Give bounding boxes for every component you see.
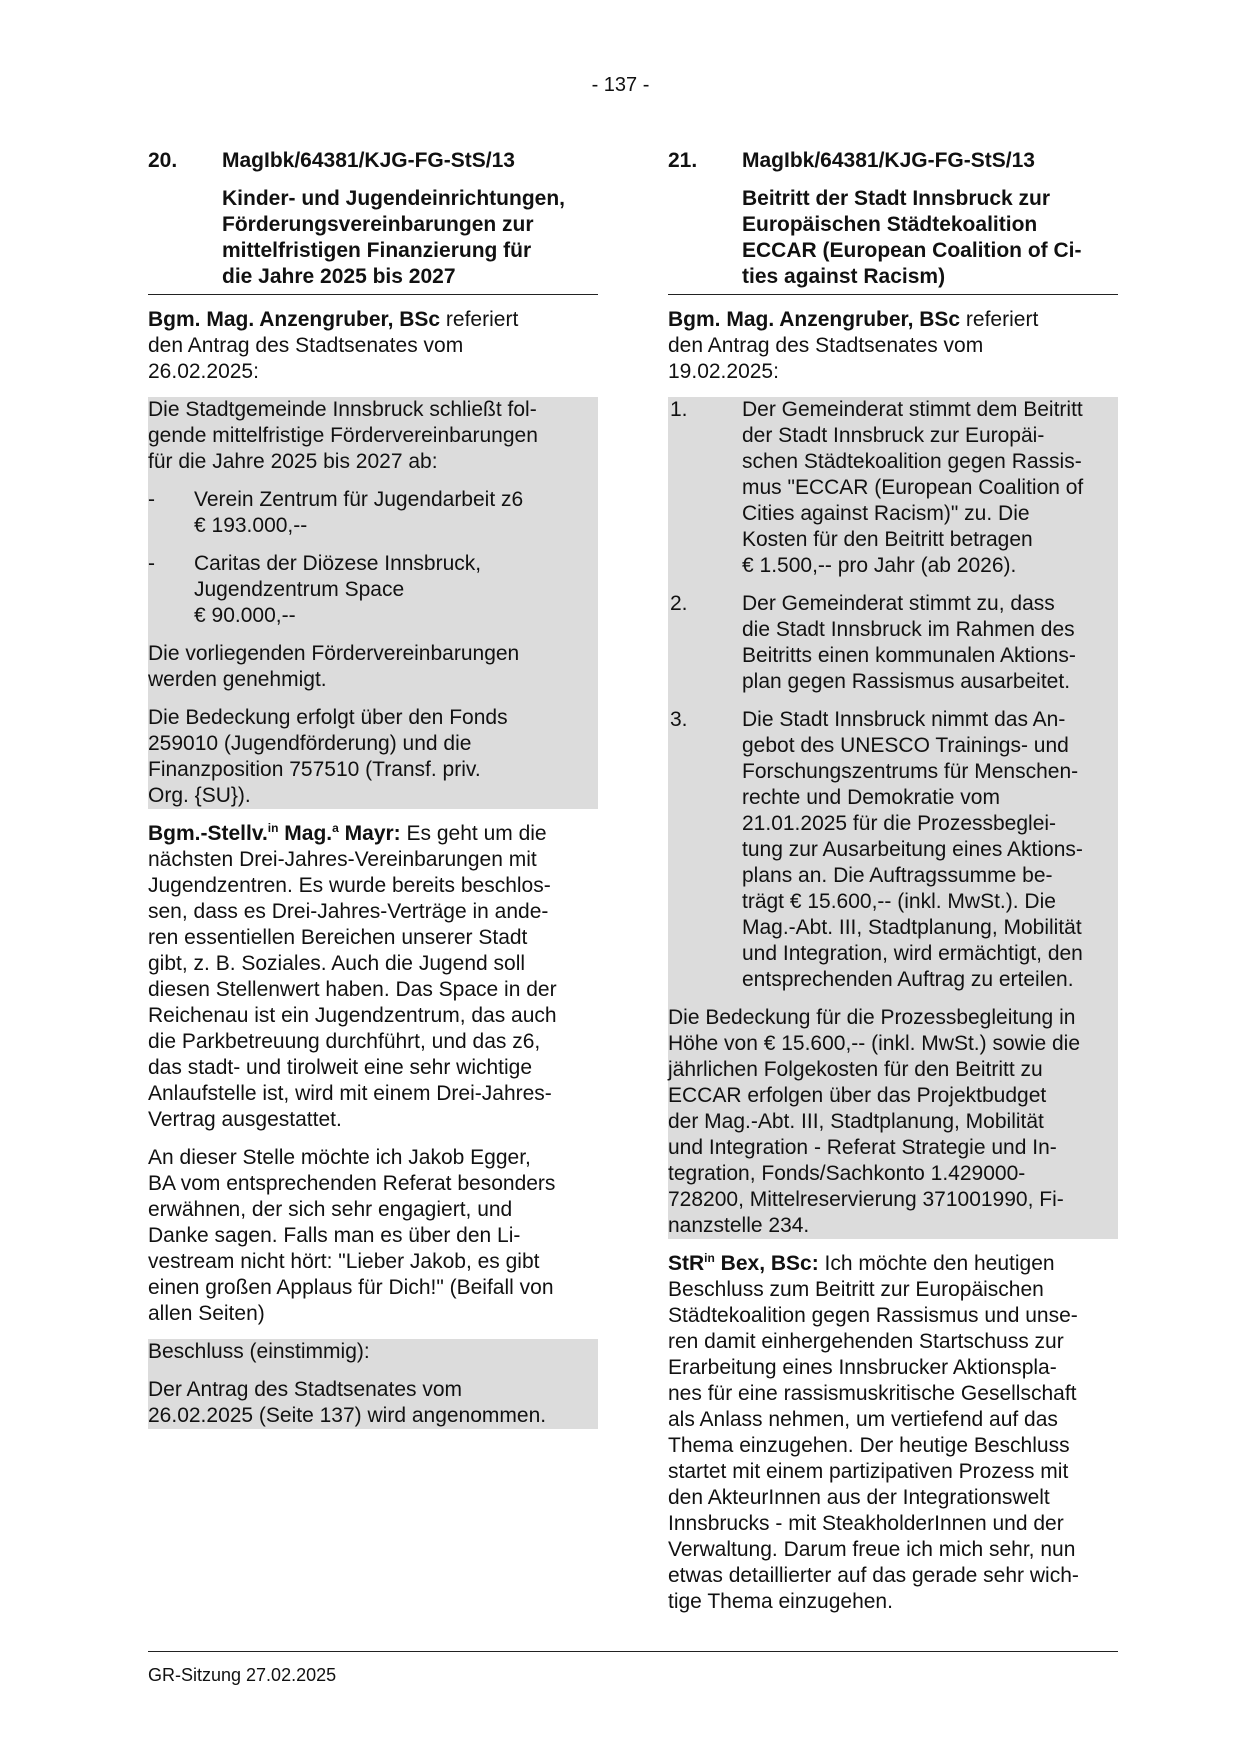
speech-line: Reichenau ist ein Jugendzentrum, das auch: [148, 1004, 557, 1027]
item-reference: MagIbk/64381/KJG-FG-StS/13: [222, 149, 515, 172]
speech-speaker: Bgm.-Stellv.$^{in}$ Mag.$^a$ Mayr:: [148, 821, 401, 845]
intro: [668, 307, 1118, 385]
speech-line: gibt, z. B. Soziales. Auch die Jugend soll: [148, 952, 526, 975]
speech-mayr: [148, 821, 598, 1327]
numbered-point: [668, 397, 1118, 579]
funding-line: der Mag.-Abt. III, Stadtplanung, Mobilität: [668, 1110, 1044, 1133]
agenda-item-21: [668, 148, 1118, 1615]
title-line: ECCAR (European Coalition of Ci-: [742, 239, 1082, 262]
intro-line: 19.02.2025:: [668, 360, 779, 383]
speech-line: allen Seiten): [148, 1302, 265, 1325]
item-header: [148, 148, 598, 174]
decision-line: Der Antrag des Stadtsenates vom: [148, 1378, 463, 1401]
speech-line: das stadt- und tirolweit eine sehr wichtige: [148, 1056, 533, 1079]
speech-line: sen, dass es Drei-Jahres-Verträge in ande-: [148, 900, 549, 923]
speech-line: einen großen Applaus für Dich!" (Beifall von: [148, 1276, 554, 1299]
speech-line: startet mit einem partizipativen Prozess mit: [668, 1460, 1069, 1483]
point-line: die Stadt Innsbruck im Rahmen des: [742, 618, 1075, 641]
speech-line: nächsten Drei-Jahres-Vereinbarungen mit: [148, 848, 537, 871]
intro-line: 26.02.2025:: [148, 360, 259, 383]
speech-line: Innsbrucks - mit SteakholderInnen und der: [668, 1512, 1064, 1535]
point-line: und Integration, wird ermächtigt, den: [742, 942, 1083, 965]
point-line: mus "ECCAR (European Coalition of: [742, 476, 1084, 499]
point-line: Der Gemeinderat stimmt zu, dass: [742, 592, 1055, 615]
point-line: plans an. Die Auftragssumme be-: [742, 864, 1053, 887]
speech-bex: [668, 1251, 1118, 1615]
item-header: [668, 148, 1118, 174]
list-line: Verein Zentrum für Jugendarbeit z6: [194, 488, 524, 511]
point-line: Beitritts einen kommunalen Aktions-: [742, 644, 1076, 667]
list-marker: -: [148, 488, 155, 511]
point-line: der Stadt Innsbruck zur Europäi-: [742, 424, 1045, 447]
speech-line: etwas detaillierter auf das gerade sehr wich-: [668, 1564, 1079, 1587]
item-number: 20.: [148, 149, 178, 172]
speech-line: ren damit einhergehenden Startschuss zur: [668, 1330, 1064, 1353]
speech-line: vestream nicht hört: "Lieber Jakob, es gibt: [148, 1250, 540, 1273]
item-title: [742, 186, 1118, 294]
speech-line: Vertrag ausgestattet.: [148, 1108, 342, 1131]
decision-label: Beschluss (einstimmig):: [148, 1340, 370, 1363]
title-line: ties against Racism): [742, 265, 946, 288]
point-line: Die Stadt Innsbruck nimmt das An-: [742, 708, 1066, 731]
speech-line: Verwaltung. Darum freue ich mich sehr, nun: [668, 1538, 1076, 1561]
point-line: Forschungszentrums für Menschen-: [742, 760, 1079, 783]
funding-line: 728200, Mittelreservierung 371001990, Fi-: [668, 1188, 1064, 1211]
list-line: Jugendzentrum Space: [194, 578, 405, 601]
point-marker: 1.: [670, 398, 688, 421]
point-line: 21.01.2025 für die Prozessbeglei-: [742, 812, 1057, 835]
numbered-point: [668, 591, 1118, 695]
intro-line: den Antrag des Stadtsenates vom: [148, 334, 464, 357]
point-line: rechte und Demokratie vom: [742, 786, 1000, 809]
point-line: Mag.-Abt. III, Stadtplanung, Mobilität: [742, 916, 1082, 939]
speech-line: Erarbeitung eines Innsbrucker Aktionspla-: [668, 1356, 1057, 1379]
intro-text: referiert: [440, 308, 519, 331]
speech-text: Ich möchte den heutigen: [818, 1252, 1055, 1275]
motion-line: Die Stadtgemeinde Innsbruck schließt fol-: [148, 398, 537, 421]
speech-line: Jugendzentren. Es wurde bereits beschlos-: [148, 874, 551, 897]
speech-line: Beschluss zum Beitritt zur Europäischen: [668, 1278, 1044, 1301]
speech-line: ren essentiellen Bereichen unserer Stadt: [148, 926, 528, 949]
speech-line: erwähnen, der sich sehr engagiert, und: [148, 1198, 513, 1221]
decision-block: [148, 1339, 598, 1429]
item-reference: MagIbk/64381/KJG-FG-StS/13: [742, 149, 1035, 172]
speaker-name: Bgm. Mag. Anzengruber, BSc: [668, 308, 961, 331]
funding-line: Org. {SU}).: [148, 784, 251, 807]
approval-line: werden genehmigt.: [148, 668, 327, 691]
speech-line: nes für eine rassismuskritische Gesellschaft: [668, 1382, 1077, 1405]
speech-line: Danke sagen. Falls man es über den Li-: [148, 1224, 521, 1247]
point-line: gebot des UNESCO Trainings- und: [742, 734, 1069, 757]
speech-text: Es geht um die: [400, 822, 547, 845]
funding-line: jährlichen Folgekosten für den Beitritt zu: [668, 1058, 1043, 1081]
speaker-name: Bgm. Mag. Anzengruber, BSc: [148, 308, 441, 331]
title-line: Kinder- und Jugendeinrichtungen,: [222, 187, 565, 210]
funding-line: Die Bedeckung erfolgt über den Fonds: [148, 706, 508, 729]
footer-session: GR-Sitzung 27.02.2025: [148, 1665, 337, 1685]
funding-line: Finanzposition 757510 (Transf. priv.: [148, 758, 481, 781]
point-line: Cities against Racism)" zu. Die: [742, 502, 1030, 525]
speech-line: diesen Stellenwert haben. Das Space in der: [148, 978, 557, 1001]
funding-line: 259010 (Jugendförderung) und die: [148, 732, 472, 755]
funding-line: Höhe von € 15.600,-- (inkl. MwSt.) sowie die: [668, 1032, 1081, 1055]
motion-text: [668, 397, 1118, 1239]
funding-line: ECCAR erfolgen über das Projektbudget: [668, 1084, 1047, 1107]
list-line: Caritas der Diözese Innsbruck,: [194, 552, 482, 575]
motion-text: [148, 397, 598, 809]
speech-speaker: StR$^{in}$ Bex, BSc:: [668, 1251, 819, 1275]
title-line: Europäischen Städtekoalition: [742, 213, 1038, 236]
title-line: die Jahre 2025 bis 2027: [222, 265, 456, 288]
intro-line: den Antrag des Stadtsenates vom: [668, 334, 984, 357]
title-line: Förderungsvereinbarungen zur: [222, 213, 534, 236]
intro: [148, 307, 598, 385]
speech-line: Anlaufstelle ist, wird mit einem Drei-Jahres-: [148, 1082, 552, 1105]
point-line: trägt € 15.600,-- (inkl. MwSt.). Die: [742, 890, 1056, 913]
intro-text: referiert: [960, 308, 1039, 331]
funding-line: Die Bedeckung für die Prozessbegleitung in: [668, 1006, 1076, 1029]
funding-line: und Integration - Referat Strategie und In-: [668, 1136, 1057, 1159]
list-item: [148, 487, 598, 539]
list-line: € 90.000,--: [194, 604, 296, 627]
point-line: entsprechenden Auftrag zu erteilen.: [742, 968, 1074, 991]
point-line: plan gegen Rassismus ausarbeitet.: [742, 670, 1071, 693]
point-line: Der Gemeinderat stimmt dem Beitritt: [742, 398, 1083, 421]
point-line: € 1.500,-- pro Jahr (ab 2026).: [742, 554, 1017, 577]
list-marker: -: [148, 552, 155, 575]
speech-line: tige Thema einzugehen.: [668, 1590, 893, 1613]
numbered-point: [668, 707, 1118, 993]
approval-line: Die vorliegenden Fördervereinbarungen: [148, 642, 520, 665]
footer-divider: [148, 1651, 1118, 1652]
point-line: schen Städtekoalition gegen Rassis-: [742, 450, 1082, 473]
speech-line: BA vom entsprechenden Referat besonders: [148, 1172, 556, 1195]
speech-line: Thema einzugehen. Der heutige Beschluss: [668, 1434, 1070, 1457]
decision-line: 26.02.2025 (Seite 137) wird angenommen.: [148, 1404, 547, 1427]
speech-line: den AkteurInnen aus der Integrationswelt: [668, 1486, 1050, 1509]
list-item: [148, 551, 598, 629]
title-line: mittelfristigen Finanzierung für: [222, 239, 532, 262]
funding-line: tegration, Fonds/Sachkonto 1.429000-: [668, 1162, 1026, 1185]
item-title: [222, 186, 598, 294]
speech-line: als Anlass nehmen, um vertiefend auf das: [668, 1408, 1058, 1431]
motion-line: gende mittelfristige Fördervereinbarungen: [148, 424, 538, 447]
agenda-item-20: [148, 148, 598, 1429]
speech-line: die Parkbetreuung durchführt, und das z6,: [148, 1030, 541, 1053]
speech-line: An dieser Stelle möchte ich Jakob Egger,: [148, 1146, 531, 1169]
point-line: Kosten für den Beitritt betragen: [742, 528, 1033, 551]
speech-line: Städtekoalition gegen Rassismus und unse-: [668, 1304, 1078, 1327]
point-line: tung zur Ausarbeitung eines Aktions-: [742, 838, 1083, 861]
motion-line: für die Jahre 2025 bis 2027 ab:: [148, 450, 438, 473]
point-marker: 2.: [670, 592, 688, 615]
list-line: € 193.000,--: [194, 514, 308, 537]
item-number: 21.: [668, 149, 698, 172]
title-line: Beitritt der Stadt Innsbruck zur: [742, 187, 1051, 210]
page-number: - 137 -: [591, 74, 650, 96]
funding-line: nanzstelle 234.: [668, 1214, 810, 1237]
point-marker: 3.: [670, 708, 688, 731]
